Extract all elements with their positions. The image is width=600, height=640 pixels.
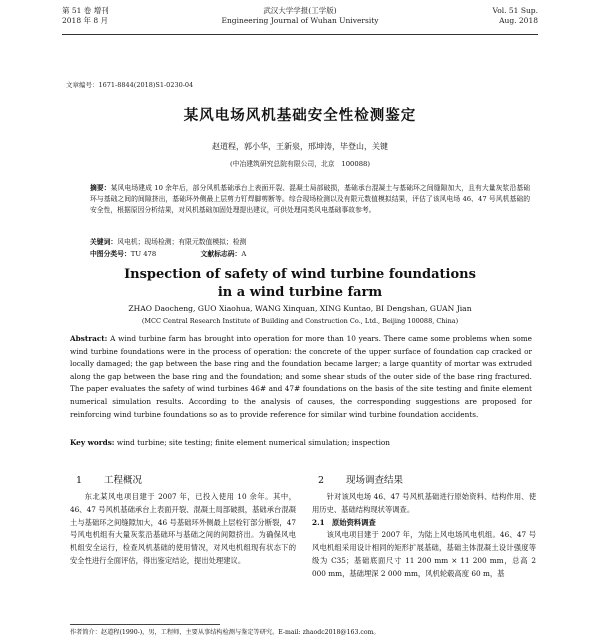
abstract-cn-label: 摘要： <box>90 184 111 192</box>
classification <box>90 249 530 260</box>
publication-date: 2018 年 8 月 <box>62 16 109 25</box>
section-2-heading <box>318 472 403 486</box>
journal-volume-info-en <box>493 6 539 26</box>
subsection-2-1-text: 该风电项目建于 2007 年，为陆上风电场风电机组。46、47 号风电机组采用设计相同的矩形扩展基础，基础主体混凝土设计强度等级为 C35；基础底面尺寸 11 200 mm × 11 200 mm，总高 2 000 mm，基础埋深 2 000 mm，风机轮毂高度 60 m，基 <box>312 530 536 578</box>
keywords-en <box>70 438 532 447</box>
title-cn: 某风电场风机基础安全性检测鉴定 <box>183 107 417 124</box>
section-1-heading <box>76 472 142 486</box>
section-1-number: 1 <box>76 475 83 486</box>
doc-code-label: 文献标志码： <box>200 250 242 258</box>
keywords-cn-label: 关键词： <box>90 238 118 246</box>
footnote-divider <box>70 624 220 625</box>
column-right <box>312 491 536 581</box>
title-en-line2: in a wind turbine farm <box>217 285 383 300</box>
clc-value: TU 478 <box>130 250 157 258</box>
section-2-title: 现场调查结果 <box>346 475 404 486</box>
authors-en: ZHAO Daocheng, GUO Xiaohua, WANG Xinquan, XING Kuntao, BI Dengshan, GUAN Jian <box>128 304 472 313</box>
subsection-2-1-heading <box>312 517 536 530</box>
keywords-cn <box>90 237 530 248</box>
authors-cn: 赵道程，郭小华，王新泉，邢坤涛，毕登山，关键 <box>212 142 388 151</box>
journal-name-cn: 武汉大学学报(工学版) <box>263 6 337 15</box>
clc-label: 中图分类号： <box>90 250 131 258</box>
section-2-intro: 针对该风电场 46、47 号风机基础进行原始资料、结构作用、使用历史、基础结构现状等调查。 <box>312 492 536 514</box>
date-en: Aug. 2018 <box>499 16 538 25</box>
affiliation-en: (MCC Central Research Institute of Building and Construction Co., Ltd., Beijing 100088, China) <box>141 317 459 325</box>
keywords-en-text: wind turbine; site testing; finite element numerical simulation; inspection <box>116 438 390 447</box>
subsection-2-1-number: 2.1 <box>312 517 325 527</box>
abstract-en <box>70 333 532 421</box>
abstract-cn-text: 某风电场建成 10 余年后，部分风机基础承台上表面开裂、混凝土局部破损，基础承台混凝土与基础环之间缝隙加大，且有大量灰浆沿基础环与基础之间的间隙挤出，基础环外侧最上层剪力钉焊脚剪断等。综合现场检测以及有限元数值模拟结果，评估了该风电场 46、47 号风机基础的安全性，根据原因分析结果，对风机基础加固处理提出建议，可供处理同类风电基础事故参考。 <box>90 184 531 214</box>
doc-code-value: A <box>241 250 247 258</box>
column-left <box>70 491 296 568</box>
title-en-line1: Inspection of safety of wind turbine foundations <box>124 267 476 282</box>
section-2-number: 2 <box>318 475 325 486</box>
article-number: 文章编号：1671-8844(2018)S1-0230-04 <box>66 81 194 89</box>
abstract-en-label: Abstract: <box>70 334 108 343</box>
journal-name-en: Engineering Journal of Wuhan University <box>221 16 379 25</box>
volume-en: Vol. 51 Sup. <box>492 6 538 15</box>
section-1-title: 工程概况 <box>104 475 143 486</box>
keywords-en-label: Key words: <box>70 438 115 447</box>
header-divider <box>62 34 538 35</box>
volume-issue: 第 51 卷 增刊 <box>62 6 109 15</box>
section-1-text: 东北某风电项目建于 2007 年，已投入使用 10 余年。其中，46、47 号风机基础承台上表面开裂、混凝土局部破损，基础承台混凝土与基础环之间缝隙加大，46 号基础环外侧最上层栓钉部分断裂，47 号风电机组有大量灰浆沿基础环与基础之间的间隙挤出。为确保风电机组安全运行，检查风机基础的使用情况，对风电机组现有状态下的安全性进行全面评估，得出鉴定结论，提出处理建议。 <box>70 492 296 565</box>
abstract-cn <box>90 183 530 215</box>
affiliation-cn: (中冶建筑研究总院有限公司，北京 100088) <box>230 160 370 168</box>
subsection-2-1-title: 原始资料调查 <box>332 517 376 527</box>
author-footnote: 作者简介：赵道程(1990-)，男，工程师，主要从事结构检测与鉴定等研究。E-mail: zhaodc2018@163.com。 <box>70 629 380 636</box>
keywords-cn-text: 风电机；现场检测；有限元数值模拟；检测 <box>117 238 247 246</box>
title-en <box>0 266 600 302</box>
abstract-en-text: A wind turbine farm has brought into operation for more than 10 years. There came some problems when some wind turbine foundations were in the process of operation: the concrete of the upper surface of foundation cap cracked or locally damaged; the gap between the base ring and the foundation became larger; a large quantity of mortar was extruded along the gap between the base ring and the foundation; and some shear studs of the outer side of the base ring fractured. The paper evaluates the safety of wind turbines 46# and 47# foundations on the basis of the site testing and finite element numerical simulation results. According to the analysis of causes, the corresponding suggestions are proposed for reinforcing wind turbine foundations so as to provide reference for similar wind turbine foundation accidents. <box>70 334 532 419</box>
